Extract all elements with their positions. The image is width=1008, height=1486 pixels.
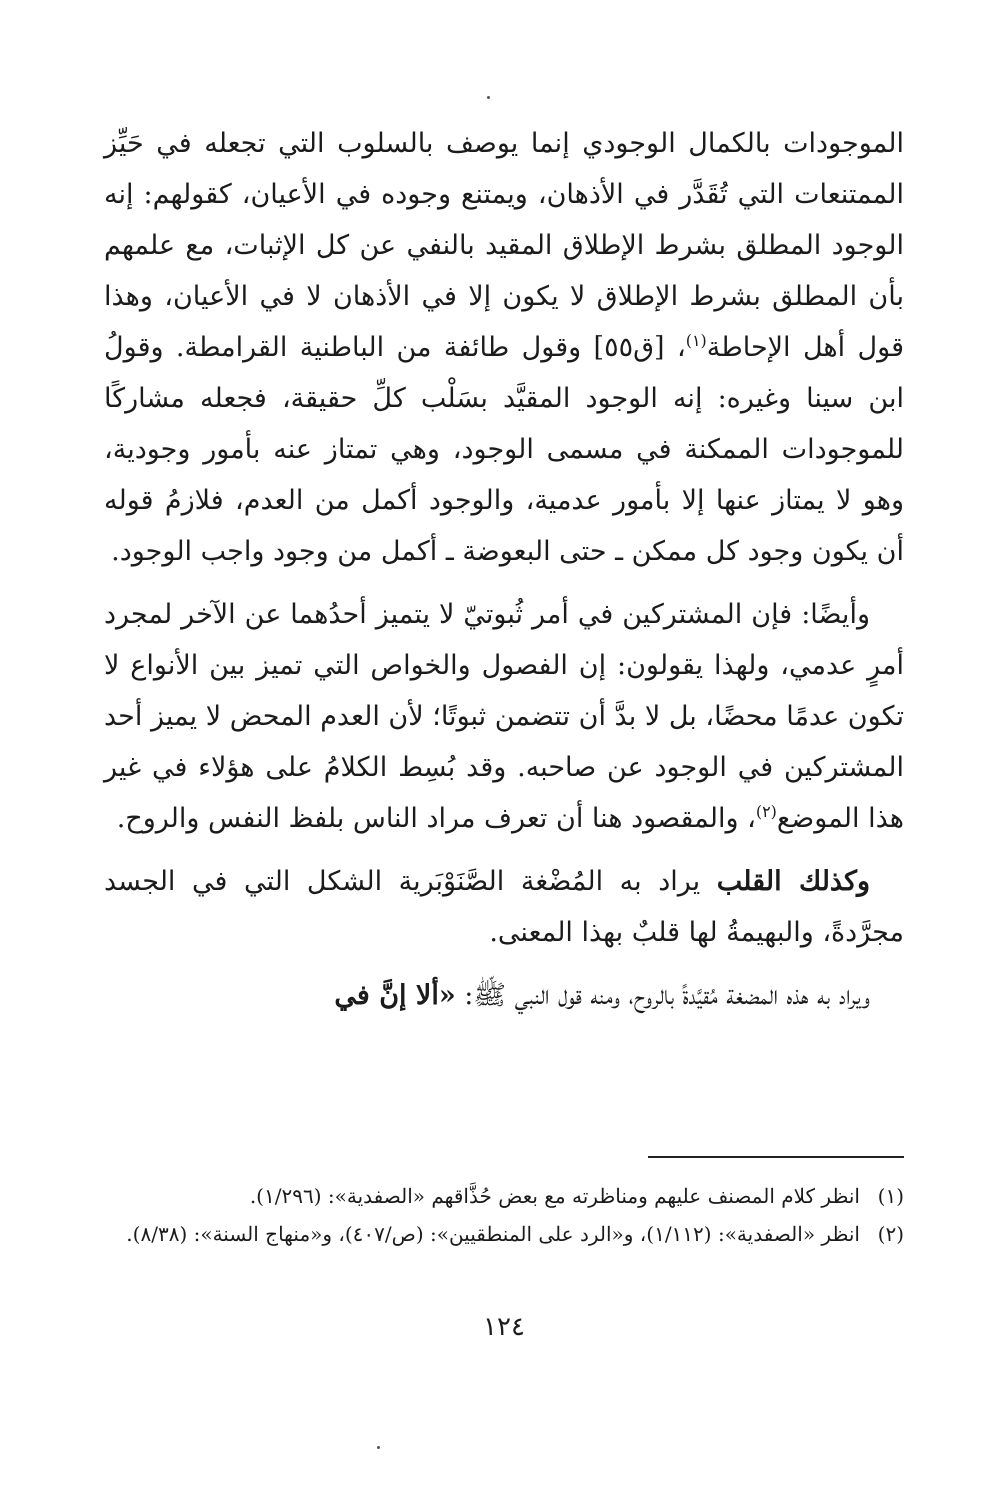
main-text [104,118,904,1021]
paragraph-1-line-10: وجود واجب الوجود. [111,536,329,567]
hadith-quote-start: «ألا إنَّ في [334,980,456,1011]
paragraph-4 [104,970,904,1021]
paragraph-1-line-6: القرامطة. وقولُ ابن سينا وغيره: إنه الوجود المقيَّد بسَلْب كلِّ حقيقة، [104,332,904,414]
footnote-1-number: (١) [877,1184,904,1208]
scan-speck [377,1446,380,1449]
paragraph-1-line-9: العدم، فلازمُ قوله أن يكون وجود كل ممكن ـ حتى البعوضة ـ أكمل من [104,485,904,567]
paragraph-3-lead-term: وكذلك القلب [716,866,871,897]
footnote-separator [648,1156,904,1158]
paragraph-1-line-4: علمهم بأن المطلق بشرط الإطلاق لا يكون إلا في الأذهان لا في [104,230,904,312]
paragraph-3 [104,856,904,958]
paragraph-1-line-5-end: ، [ق٥٥] وقول طائفة من الباطنية [299,332,686,363]
footnote-1 [104,1177,904,1215]
paragraph-1-line-8: بأمور وجودية، وهو لا يمتاز عنها إلا بأمور عدمية، والوجود أكمل من [104,434,904,516]
paragraph-3-line-2: مجرَّدةً، والبهيمةُ لها قلبٌ بهذا المعنى. [489,917,904,948]
footnote-marker-1: (١) [685,331,707,350]
paragraph-2-line-6: الناس بلفظ النفس والروح. [116,803,418,834]
page-number: ١٢٤ [483,1312,525,1342]
paragraph-1-line-3: إنه الوجود المطلق بشرط الإطلاق المقيد بالنفي عن كل الإثبات، مع [104,179,904,261]
paragraph-2 [104,589,904,844]
paragraph-1-line-5-start: الأعيان، وهذا قول أهل الإحاطة [104,281,904,363]
paragraph-1-line-2: الممتنعات التي تُقَدَّر في الأذهان، ويمتنع وجوده في الأعيان، كقولهم: [143,179,904,210]
footnotes [104,1177,904,1253]
paragraph-4-text: ويراد به هذه المضغة مُقيَّدةً بالروح، ومنه قول النبي ﷺ: [455,980,870,1011]
paragraph-2-line-4: المحض لا يميز أحد المشتركين في الوجود عن صاحبه. وقد بُسِط [104,701,904,783]
footnote-2-number: (٢) [877,1222,904,1246]
paragraph-2-line-5-start: الكلامُ على هؤلاء في غير هذا الموضع [104,752,904,834]
paragraph-1 [104,118,904,577]
scan-speck [487,96,490,99]
paragraph-2-line-1: وأيضًا: فإن المشتركين في أمر ثُبوتيّ لا يتميز أحدُهما عن الآخر [181,599,870,630]
paragraph-3-line-1-rest: يراد به المُضْغة الصَّنَوْبَرية الشكل التي في الجسد [104,866,717,897]
paragraph-1-line-7: فجعله مشاركًا للموجودات الممكنة في مسمى الوجود، وهي تمتاز عنه [104,383,904,465]
paragraph-2-line-3: الأنواع لا تكون عدمًا محضًا، بل لا بدَّ أن تتضمن ثبوتًا؛ لأن العدم [104,650,904,732]
paragraph-2-line-2: لمجرد أمرٍ عدمي، ولهذا يقولون: إن الفصول والخواص التي تميز بين [104,599,904,681]
footnote-2 [104,1215,904,1253]
footnote-marker-2: (٢) [755,802,777,821]
paragraph-2-line-5-end: ، والمقصود هنا أن تعرف مراد [426,803,756,834]
footnote-1-text: انظر كلام المصنف عليهم ومناظرته مع بعض حُذَّاقهم «الصفدية»: (١/٢٩٦). [249,1184,860,1208]
footnote-2-text: انظر «الصفدية»: (١/١١٢)، و«الرد على المنطقيين»: (ص/٤٠٧)، و«منهاج السنة»: (٨/٣٨). [126,1222,860,1246]
paragraph-1-line-1: الموجودات بالكمال الوجودي إنما يوصف بالسلوب التي تجعله في حَيِّز [104,128,904,159]
